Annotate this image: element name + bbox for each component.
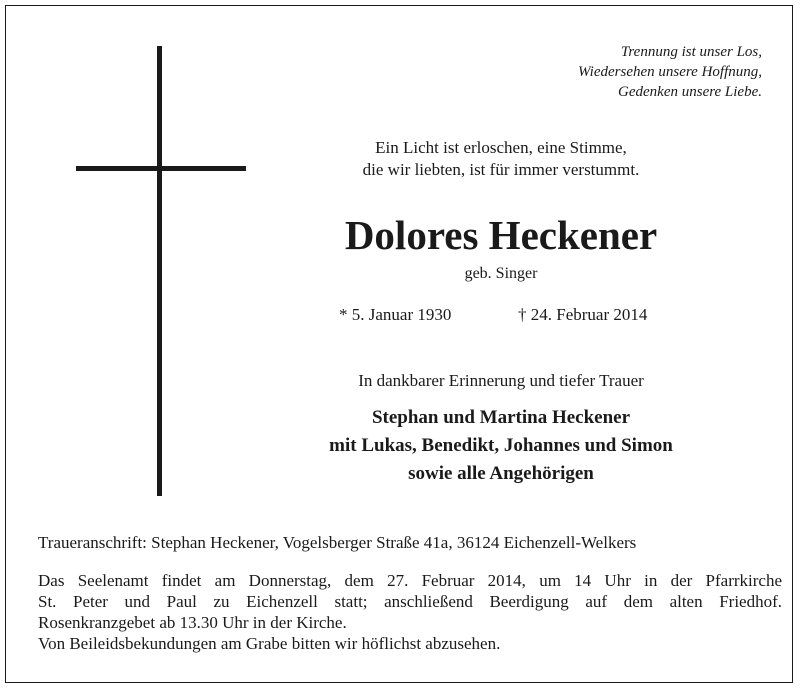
maiden-name: geb. Singer	[464, 265, 538, 282]
family-line: mit Lukas, Benedikt, Johannes und Simon	[329, 435, 673, 456]
service-details	[38, 570, 782, 654]
details-line: Von Beileidsbekundungen am Grabe bitten wir höflichst abzusehen.	[38, 634, 501, 653]
cross-vertical-bar	[157, 46, 162, 496]
motto-line: Wiedersehen unsere Hoffnung,	[578, 64, 762, 80]
mourning-address: Traueranschrift: Stephan Heckener, Vogelsberger Straße 41a, 36124 Eichenzell-Welkers	[38, 533, 637, 552]
family-names	[256, 404, 746, 488]
verse-line: Ein Licht ist erloschen, eine Stimme,	[375, 138, 627, 157]
obituary-notice	[5, 5, 793, 683]
deceased-name: Dolores Heckener	[344, 212, 658, 258]
motto-line: Trennung ist unser Los,	[620, 44, 762, 60]
family-line: Stephan und Martina Heckener	[371, 407, 631, 428]
verse	[256, 137, 746, 181]
verse-line: die wir liebten, ist für immer verstummt.	[362, 160, 640, 179]
cross-horizontal-bar	[76, 166, 246, 171]
details-line: St. Peter und Paul zu Eichenzell statt; anschließend Beerdigung auf dem alten Friedhof.	[38, 592, 782, 611]
details-line: Das Seelenamt findet am Donnerstag, dem 27. Februar 2014, um 14 Uhr in der Pfarrkirche	[38, 571, 782, 590]
mourning-line: In dankbarer Erinnerung und tiefer Trauer	[358, 371, 644, 390]
death-date: † 24. Februar 2014	[518, 305, 648, 324]
family-line: sowie alle Angehörigen	[408, 463, 594, 484]
motto	[578, 42, 762, 102]
motto-line: Gedenken unsere Liebe.	[618, 84, 762, 100]
birth-date: * 5. Januar 1930	[339, 305, 452, 324]
details-line: Rosenkranzgebet ab 13.30 Uhr in der Kirche.	[38, 613, 347, 632]
